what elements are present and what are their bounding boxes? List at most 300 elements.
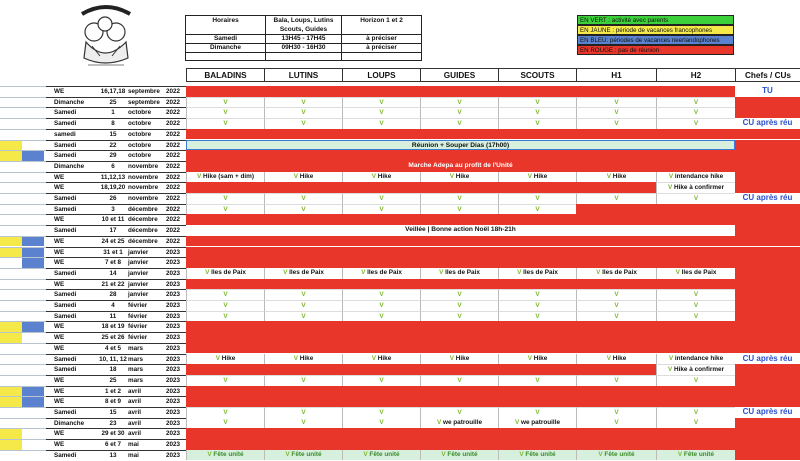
cu-cell <box>735 311 800 322</box>
red-cell <box>342 279 420 290</box>
row-month: janvier <box>128 247 166 258</box>
red-cell <box>656 150 735 161</box>
v-mark: V <box>223 205 228 213</box>
row-year: 2023 <box>166 311 186 322</box>
v-mark: V <box>614 312 619 320</box>
v-mark: V <box>293 354 298 362</box>
activity-cell <box>186 407 264 418</box>
column-header: LOUPS <box>342 68 420 82</box>
row-note: Réunion + Souper Dias (17h00) <box>186 140 735 151</box>
row-date: 14 <box>98 268 128 279</box>
activity-cell <box>498 375 576 386</box>
activity-cell <box>576 107 656 118</box>
activity-cell <box>420 107 498 118</box>
red-cell <box>576 257 656 268</box>
v-mark: V <box>301 120 306 128</box>
activity-cell <box>576 97 656 108</box>
activity-cell <box>420 268 498 279</box>
v-mark: V <box>535 109 540 117</box>
v-mark: V <box>379 98 384 106</box>
red-cell <box>576 247 656 258</box>
v-mark: V <box>379 302 384 309</box>
red-cell <box>342 86 420 97</box>
row-month: décembre <box>128 214 166 225</box>
red-cell <box>264 247 342 258</box>
red-cell <box>498 129 576 140</box>
cu-cell <box>735 236 800 247</box>
red-cell <box>498 321 576 332</box>
row-day: Samedi <box>46 354 98 365</box>
v-mark: V <box>457 302 462 309</box>
red-cell <box>420 396 498 407</box>
activity-cell <box>656 182 735 193</box>
row-month: septembre <box>128 97 166 108</box>
red-cell <box>186 257 264 268</box>
cu-cell <box>735 321 800 332</box>
activity-cell <box>264 97 342 108</box>
row-date: 25 <box>98 97 128 108</box>
red-cell <box>576 364 656 375</box>
cu-cell <box>735 161 800 172</box>
activity-cell <box>498 311 576 322</box>
activity-cell <box>186 311 264 322</box>
red-cell <box>264 236 342 247</box>
row-date: 6 <box>98 161 128 172</box>
activity-cell <box>498 107 576 118</box>
row-month: avril <box>128 428 166 439</box>
activity-cell <box>498 268 576 279</box>
red-cell <box>498 236 576 247</box>
activity-cell <box>420 407 498 418</box>
activity-cell <box>264 375 342 386</box>
column-header: BALADINS <box>186 68 264 82</box>
cu-cell <box>735 182 800 193</box>
green-cell <box>186 450 264 461</box>
v-mark: V <box>606 354 611 362</box>
v-mark: V <box>223 195 228 202</box>
legend-item: EN BLEU: périodes de vacances neerlandophones <box>577 35 734 45</box>
row-month: janvier <box>128 289 166 300</box>
red-cell <box>576 279 656 290</box>
activity-cell <box>498 289 576 300</box>
row-date: 6 et 7 <box>98 439 128 450</box>
v-mark: V <box>301 205 306 213</box>
red-cell <box>342 214 420 225</box>
activity-cell <box>576 354 656 365</box>
row-month: octobre <box>128 118 166 129</box>
row-date: 13 <box>98 450 128 461</box>
cu-cell <box>735 150 800 161</box>
activity-cell <box>420 354 498 365</box>
v-mark: V <box>285 450 290 458</box>
cu-cell <box>735 354 800 365</box>
red-cell <box>186 321 264 332</box>
v-mark: V <box>527 354 532 362</box>
column-header: H2 <box>656 68 735 82</box>
v-mark: V <box>361 268 366 276</box>
activity-cell <box>576 172 656 183</box>
activity-cell <box>186 204 264 215</box>
cell-text: Fête unité <box>367 450 400 458</box>
horaires-cell-title <box>186 16 266 60</box>
v-mark: V <box>677 450 683 458</box>
activity-cell <box>342 418 420 429</box>
green-cell <box>498 450 576 461</box>
row-year: 2023 <box>166 364 186 375</box>
red-cell <box>656 247 735 258</box>
cu-cell <box>735 364 800 375</box>
v-mark: V <box>457 312 462 320</box>
activity-cell <box>576 268 656 279</box>
row-month: mai <box>128 439 166 450</box>
row-date: 11,12,13 <box>98 172 128 183</box>
v-mark: V <box>379 409 384 416</box>
activity-cell <box>576 418 656 429</box>
v-mark: V <box>457 409 462 416</box>
v-mark: V <box>667 184 673 192</box>
row-day: WE <box>46 236 98 247</box>
red-cell <box>186 364 264 375</box>
v-mark: V <box>207 450 212 458</box>
horizon-title: Horizon 1 et 2 <box>360 17 403 24</box>
row-year: 2023 <box>166 247 186 258</box>
activity-cell <box>498 407 576 418</box>
row-month: janvier <box>128 268 166 279</box>
red-cell <box>342 236 420 247</box>
cu-cell <box>735 386 800 397</box>
red-cell <box>656 236 735 247</box>
red-cell <box>656 396 735 407</box>
row-day: Samedi <box>46 193 98 204</box>
row-day: WE <box>46 428 98 439</box>
row-day: WE <box>46 172 98 183</box>
row-year: 2022 <box>166 172 186 183</box>
activity-cell <box>264 204 342 215</box>
v-mark: V <box>693 109 699 117</box>
cell-text: intendance hike <box>673 172 724 180</box>
v-mark: V <box>457 205 462 213</box>
row-day: Samedi <box>46 300 98 311</box>
v-mark: V <box>535 312 540 320</box>
row-year: 2022 <box>166 150 186 161</box>
activity-cell <box>656 418 735 429</box>
yellow-holiday-marker <box>0 150 22 161</box>
v-mark: V <box>223 376 228 384</box>
row-date: 24 et 25 <box>98 236 128 247</box>
activity-cell <box>264 193 342 204</box>
row-year: 2022 <box>166 118 186 129</box>
activity-cell <box>420 204 498 215</box>
red-cell <box>498 150 576 161</box>
red-cell <box>576 332 656 343</box>
red-cell <box>342 257 420 268</box>
activity-cell <box>420 172 498 183</box>
yellow-holiday-marker <box>0 332 22 343</box>
cell-text: Fête unité <box>602 450 635 458</box>
activity-cell <box>264 172 342 183</box>
legend <box>577 15 734 55</box>
v-mark: V <box>301 109 306 117</box>
v-mark: V <box>693 409 699 416</box>
v-mark: V <box>614 409 619 416</box>
red-cell <box>264 343 342 354</box>
row-month: avril <box>128 418 166 429</box>
samedi-time: 13H45 - 17H45 <box>281 35 326 42</box>
v-mark: V <box>693 291 699 299</box>
red-cell <box>186 182 264 193</box>
red-cell <box>186 386 264 397</box>
cu-cell <box>735 439 800 450</box>
cell-text: lles de Paix <box>521 268 558 276</box>
row-day: WE <box>46 439 98 450</box>
red-cell <box>420 332 498 343</box>
cell-text: Hike <box>297 354 314 362</box>
cell-text: lles de Paix <box>443 268 480 276</box>
activity-cell <box>342 300 420 311</box>
red-cell <box>498 182 576 193</box>
row-month: octobre <box>128 140 166 151</box>
row-year: 2023 <box>166 268 186 279</box>
row-year: 2023 <box>166 289 186 300</box>
dimanche-label: Dimanche <box>209 44 242 51</box>
activity-cell <box>342 204 420 215</box>
v-mark: V <box>371 172 376 180</box>
row-day: WE <box>46 257 98 268</box>
activity-cell <box>420 97 498 108</box>
red-cell <box>342 321 420 332</box>
activity-cell <box>498 300 576 311</box>
row-day: WE <box>46 321 98 332</box>
row-date: 16,17,18 <box>98 86 128 97</box>
activity-cell <box>264 311 342 322</box>
cell-text: Fête unité <box>445 450 478 458</box>
red-cell <box>498 332 576 343</box>
row-month: mars <box>128 364 166 375</box>
activity-cell <box>498 204 576 215</box>
red-cell <box>656 332 735 343</box>
red-cell <box>420 182 498 193</box>
v-mark: V <box>606 172 611 180</box>
cell-text: Hike <box>219 354 236 362</box>
v-mark: V <box>379 291 384 299</box>
activity-cell <box>186 354 264 365</box>
red-cell <box>342 129 420 140</box>
activity-cell <box>576 300 656 311</box>
row-day: WE <box>46 86 98 97</box>
activity-cell <box>186 193 264 204</box>
red-cell <box>656 279 735 290</box>
activity-cell <box>576 289 656 300</box>
cell-text: Hike <box>453 354 470 362</box>
v-mark: V <box>614 291 619 299</box>
green-cell <box>576 450 656 461</box>
cell-text: Fête unité <box>523 450 556 458</box>
cu-cell <box>735 140 800 151</box>
red-cell <box>264 439 342 450</box>
red-cell <box>420 439 498 450</box>
activity-cell <box>342 375 420 386</box>
horaires-table <box>185 15 422 61</box>
v-mark: V <box>223 109 228 117</box>
row-date: 18 <box>98 364 128 375</box>
row-day: WE <box>46 182 98 193</box>
activity-cell <box>498 172 576 183</box>
cell-text: Hike <box>610 354 627 362</box>
row-note: Veillée | Bonne action Noël 18h-21h <box>186 225 735 236</box>
v-mark: V <box>457 195 462 202</box>
activity-cell <box>498 118 576 129</box>
red-cell <box>576 204 656 215</box>
red-cell <box>498 386 576 397</box>
row-month: mai <box>128 450 166 461</box>
groups-line2: Scouts, Guides <box>279 26 328 33</box>
legend-item: EN JAUNE : période de vacances francophones <box>577 25 734 35</box>
v-mark: V <box>693 98 699 106</box>
cell-text: Fête unité <box>682 450 715 458</box>
red-cell <box>656 204 735 215</box>
red-cell <box>576 150 656 161</box>
red-cell <box>420 214 498 225</box>
activity-cell <box>186 375 264 386</box>
row-day: WE <box>46 375 98 386</box>
column-header: H1 <box>576 68 656 82</box>
v-mark: V <box>457 291 462 299</box>
activity-cell <box>576 375 656 386</box>
row-day: Samedi <box>46 311 98 322</box>
red-cell <box>576 428 656 439</box>
activity-cell <box>342 268 420 279</box>
yellow-holiday-marker <box>0 321 22 332</box>
v-mark: V <box>441 450 446 458</box>
row-year: 2022 <box>166 140 186 151</box>
activity-cell <box>656 354 735 365</box>
cu-cell <box>735 247 800 258</box>
v-mark: V <box>205 268 210 276</box>
activity-cell <box>576 311 656 322</box>
row-date: 15 <box>98 129 128 140</box>
cu-cell <box>735 86 800 97</box>
row-day: Samedi <box>46 364 98 375</box>
cell-text: lles de Paix <box>679 268 717 276</box>
row-year: 2023 <box>166 300 186 311</box>
activity-cell <box>576 407 656 418</box>
v-mark: V <box>363 450 368 458</box>
activity-cell <box>264 289 342 300</box>
row-date: 21 et 22 <box>98 279 128 290</box>
row-day: WE <box>46 343 98 354</box>
row-date: 25 <box>98 375 128 386</box>
row-day: WE <box>46 214 98 225</box>
v-mark: V <box>196 172 202 180</box>
v-mark: V <box>457 109 462 117</box>
red-cell <box>342 343 420 354</box>
red-cell <box>420 257 498 268</box>
row-year: 2023 <box>166 396 186 407</box>
activity-cell <box>342 97 420 108</box>
legend-item: EN ROUGE : pas de réunion <box>577 45 734 55</box>
cell-text: Hike à confirmer <box>672 184 725 192</box>
row-year: 2022 <box>166 161 186 172</box>
activity-cell <box>186 289 264 300</box>
dimanche-time: 09H30 - 16H30 <box>281 44 326 51</box>
row-month: septembre <box>128 86 166 97</box>
row-date: 7 et 8 <box>98 257 128 268</box>
red-cell <box>420 321 498 332</box>
row-year: 2022 <box>166 129 186 140</box>
v-mark: V <box>301 302 306 309</box>
activity-cell <box>576 118 656 129</box>
row-day: Samedi <box>46 225 98 236</box>
cell-text: Fête unité <box>211 450 244 458</box>
red-cell <box>420 428 498 439</box>
horaires-title: Horaires <box>212 17 239 24</box>
v-mark: V <box>379 418 384 426</box>
cu-label: TU <box>762 86 773 95</box>
activity-cell <box>656 300 735 311</box>
cu-cell <box>735 407 800 418</box>
activity-cell <box>186 300 264 311</box>
row-month: février <box>128 332 166 343</box>
row-date: 10 et 11 <box>98 214 128 225</box>
red-cell <box>420 129 498 140</box>
green-cell <box>420 450 498 461</box>
v-mark: V <box>223 98 228 106</box>
cell-text: we patrouille <box>519 418 561 426</box>
row-day: Samedi <box>46 407 98 418</box>
row-date: 8 et 9 <box>98 396 128 407</box>
red-cell <box>264 182 342 193</box>
red-cell <box>186 150 264 161</box>
cu-cell <box>735 396 800 407</box>
row-day: WE <box>46 247 98 258</box>
activity-cell <box>420 311 498 322</box>
red-cell <box>498 247 576 258</box>
legend-item: EN VERT : activité avec parents <box>577 15 734 25</box>
row-day: Samedi <box>46 204 98 215</box>
row-day: WE <box>46 396 98 407</box>
red-cell <box>576 343 656 354</box>
red-cell <box>342 364 420 375</box>
v-mark: V <box>449 172 454 180</box>
red-cell <box>576 182 656 193</box>
activity-cell <box>498 193 576 204</box>
v-mark: V <box>693 418 699 426</box>
v-mark: V <box>379 312 384 320</box>
column-header: LUTINS <box>264 68 342 82</box>
red-cell <box>264 257 342 268</box>
cell-text: Hike <box>297 172 314 180</box>
red-cell <box>342 428 420 439</box>
cu-cell <box>735 214 800 225</box>
cell-text: Hike <box>610 172 627 180</box>
activity-cell <box>498 418 576 429</box>
row-date: 29 <box>98 150 128 161</box>
red-cell <box>656 428 735 439</box>
yellow-holiday-marker <box>0 247 22 258</box>
activity-cell <box>420 418 498 429</box>
row-year: 2022 <box>166 97 186 108</box>
activity-cell <box>576 193 656 204</box>
red-cell <box>264 86 342 97</box>
row-year: 2023 <box>166 321 186 332</box>
v-mark: V <box>535 205 540 213</box>
activity-cell <box>656 364 735 375</box>
cell-text: Hike <box>375 172 392 180</box>
v-mark: V <box>693 312 699 320</box>
v-mark: V <box>223 409 228 416</box>
activity-cell <box>342 407 420 418</box>
red-cell <box>264 279 342 290</box>
